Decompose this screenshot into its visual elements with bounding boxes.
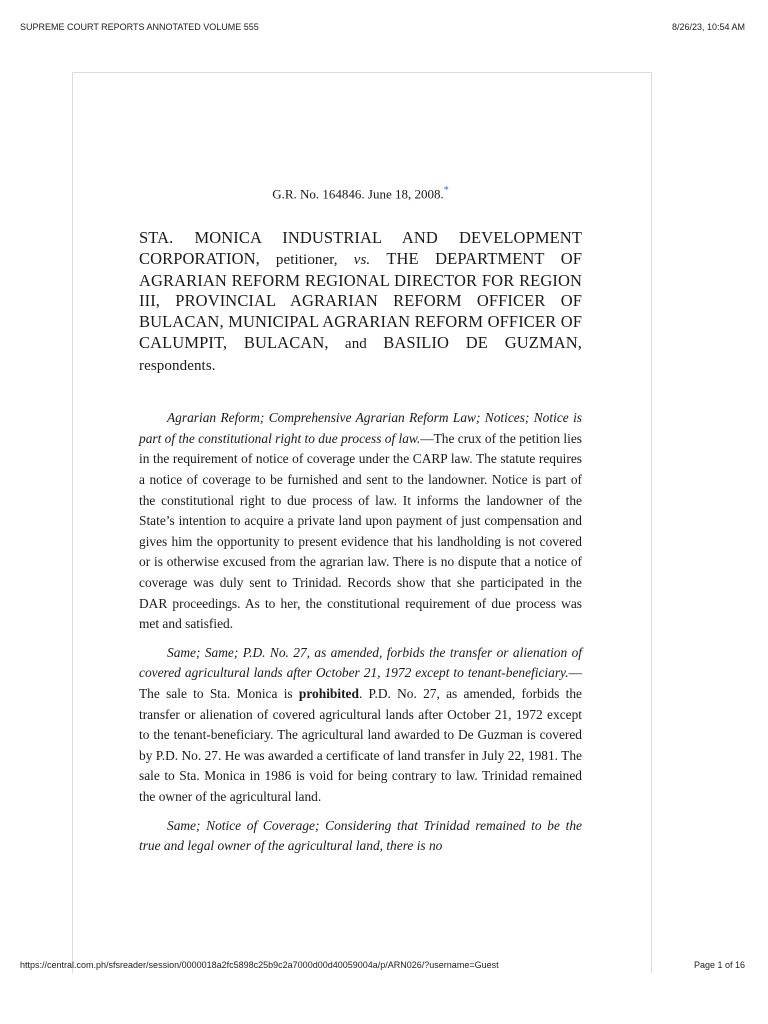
page-url: https://central.com.ph/sfsreader/session/0000018a2fc5898c25b9c2a7000d00d40059004a/p/ARN026/?username=Guest <box>20 960 499 970</box>
print-header <box>20 22 745 36</box>
syllabus-keywords: Same; Same; P.D. No. 27, as amended, forbids the transfer or alienation of covered agricultural lands after October 21, 1972 except to tenant-beneficiary. <box>139 644 582 681</box>
case-number <box>139 185 582 202</box>
versus: vs. <box>353 252 371 269</box>
print-datetime: 8/26/23, 10:54 AM <box>671 22 745 32</box>
syllabus-paragraph <box>139 408 582 635</box>
petitioner-role: petitioner, <box>259 252 354 269</box>
syllabus-bold-term: prohibited <box>298 685 359 701</box>
print-footer <box>20 960 745 974</box>
syllabus-paragraph <box>139 816 582 857</box>
case-number-text: G.R. No. 164846. June 18, 2008. <box>272 186 444 202</box>
footnote-link[interactable]: * <box>443 185 449 196</box>
page-number: Page 1 of 16 <box>693 960 745 970</box>
case-title <box>139 228 582 376</box>
syllabus-text: . P.D. No. 27, as amended, forbids the transfer or alienation of covered agricultural lands after October 21, 1972 except to the tenant-beneficiary. The agricultural land awarded to De Guzman is covered by P.D. No. 27. He was awarded a certificate of land transfer in July 22, 1981. The sale to Sta. Monica in 1986 is void for being contrary to law. Trinidad remained the owner of the agricultural land. <box>139 685 582 804</box>
page-card <box>72 72 652 973</box>
respondents-role: respondents. <box>139 357 216 374</box>
syllabus-keywords: Agrarian Reform; Comprehensive Agrarian Reform Law; Notices; Notice is part of the constitutional right to due process of law. <box>139 410 582 446</box>
syllabus-keywords: Same; Notice of Coverage; Considering that Trinidad remained to be the true and legal owner of the agricultural land, there is no <box>139 817 582 854</box>
document-content <box>139 185 582 865</box>
syllabus-paragraph <box>139 643 582 808</box>
syllabus-text: —The crux of the petition lies in the requirement of notice of coverage under the CARP law. The statute requires a notice of coverage to be furnished and sent to the landowner. Notice is part of the constitutional right to due process of law. It informs the landowner of the State’s intention to acquire a private land upon payment of just compensation and gives him the opportunity to present evidence that his landholding is not covered or is otherwise excused from the agrarian law. There is no dispute that a notice of coverage was duly sent to Trinidad. Records show that she participated in the DAR proceedings. As to her, the constitutional requirement of due process was met and satisfied. <box>139 430 582 632</box>
petitioner-name: STA. MONICA INDUSTRIAL AND DEVELOPMENT CORPORATION, <box>139 228 582 269</box>
respondent-name: BASILIO DE GUZMAN, <box>383 332 582 352</box>
syllabus-text: —The sale to Sta. Monica is <box>139 665 582 701</box>
document-title: SUPREME COURT REPORTS ANNOTATED VOLUME 555 <box>20 22 259 32</box>
and-connector: and <box>328 335 384 352</box>
respondents-names: THE DEPARTMENT OF AGRARIAN REFORM REGIONAL DIRECTOR FOR REGION III, PROVINCIAL AGRARIAN REFORM OFFICER OF BULACAN, MUNICIPAL AGRARIAN REFORM OFFICER OF CALUMPIT, BULACAN, <box>139 249 582 352</box>
